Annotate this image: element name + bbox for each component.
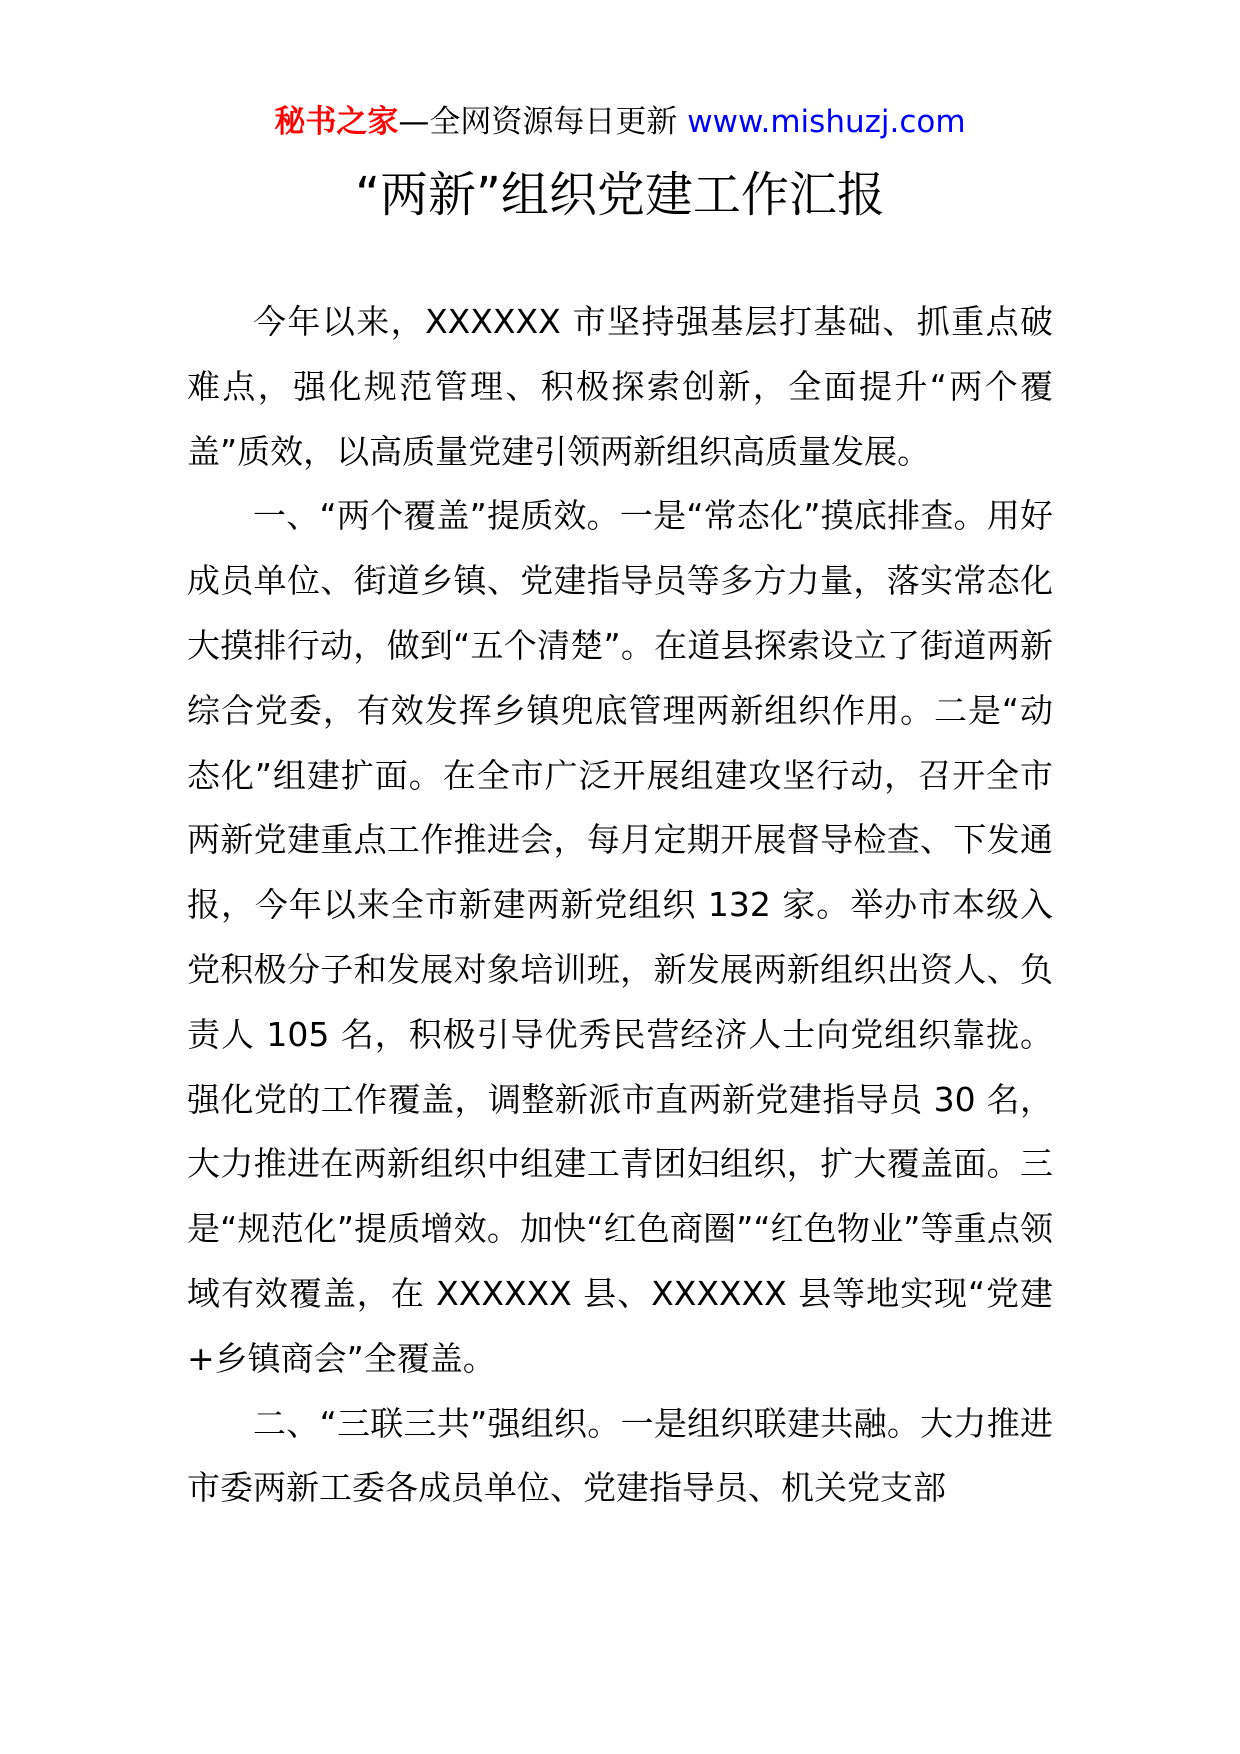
brand-name: 秘书之家 [274,104,399,140]
section-two-paragraph: 二、“三联三共”强组织。一是组织联建共融。大力推进市委两新工委各成员单位、党建指导员、机关党支部 [187,1403,1053,1508]
site-header-banner [0,102,1240,142]
section-one-paragraph: 一、“两个覆盖”提质效。一是“常态化”摸底排查。用好成员单位、街道乡镇、党建指导员等多方力量，落实常态化大摸排行动，做到“五个清楚”。在道县探索设立了街道两新综合党委，有效发挥乡镇兜底管理两新组织作用。二是“动态化”组建扩面。在全市广泛开展组建攻坚行动，召开全市两新党建重点工作推进会，每月定期开展督导检查、下发通报，今年以来全市新建两新党组织 132 家。举办市本级入党积极分子和发展对象培训班，新发展两新组织出资人、负责人 105 名，积极引导优秀民营经济人士向党组织靠拢。强化党的工作覆盖，调整新派市直两新党建指导员 30 名，大力推进在两新组织中组建工青团妇组织，扩大覆盖面。三是“规范化”提质增效。加快“红色商圈”“红色物业”等重点领域有效覆盖，在 XXXXXX 县、XXXXXX 县等地实现“党建+乡镇商会”全覆盖。 [187,496,1053,1378]
site-url-link[interactable]: www.mishuzj.com [687,104,966,140]
intro-paragraph: 今年以来，XXXXXX 市坚持强基层打基础、抓重点破难点，强化规范管理、积极探索创新，全面提升“两个覆盖”质效，以高质量党建引领两新组织高质量发展。 [187,302,1053,471]
document-title: “两新”组织党建工作汇报 [355,167,885,223]
header-tagline: —全网资源每日更新 [398,104,688,140]
document-body [187,290,1053,1521]
